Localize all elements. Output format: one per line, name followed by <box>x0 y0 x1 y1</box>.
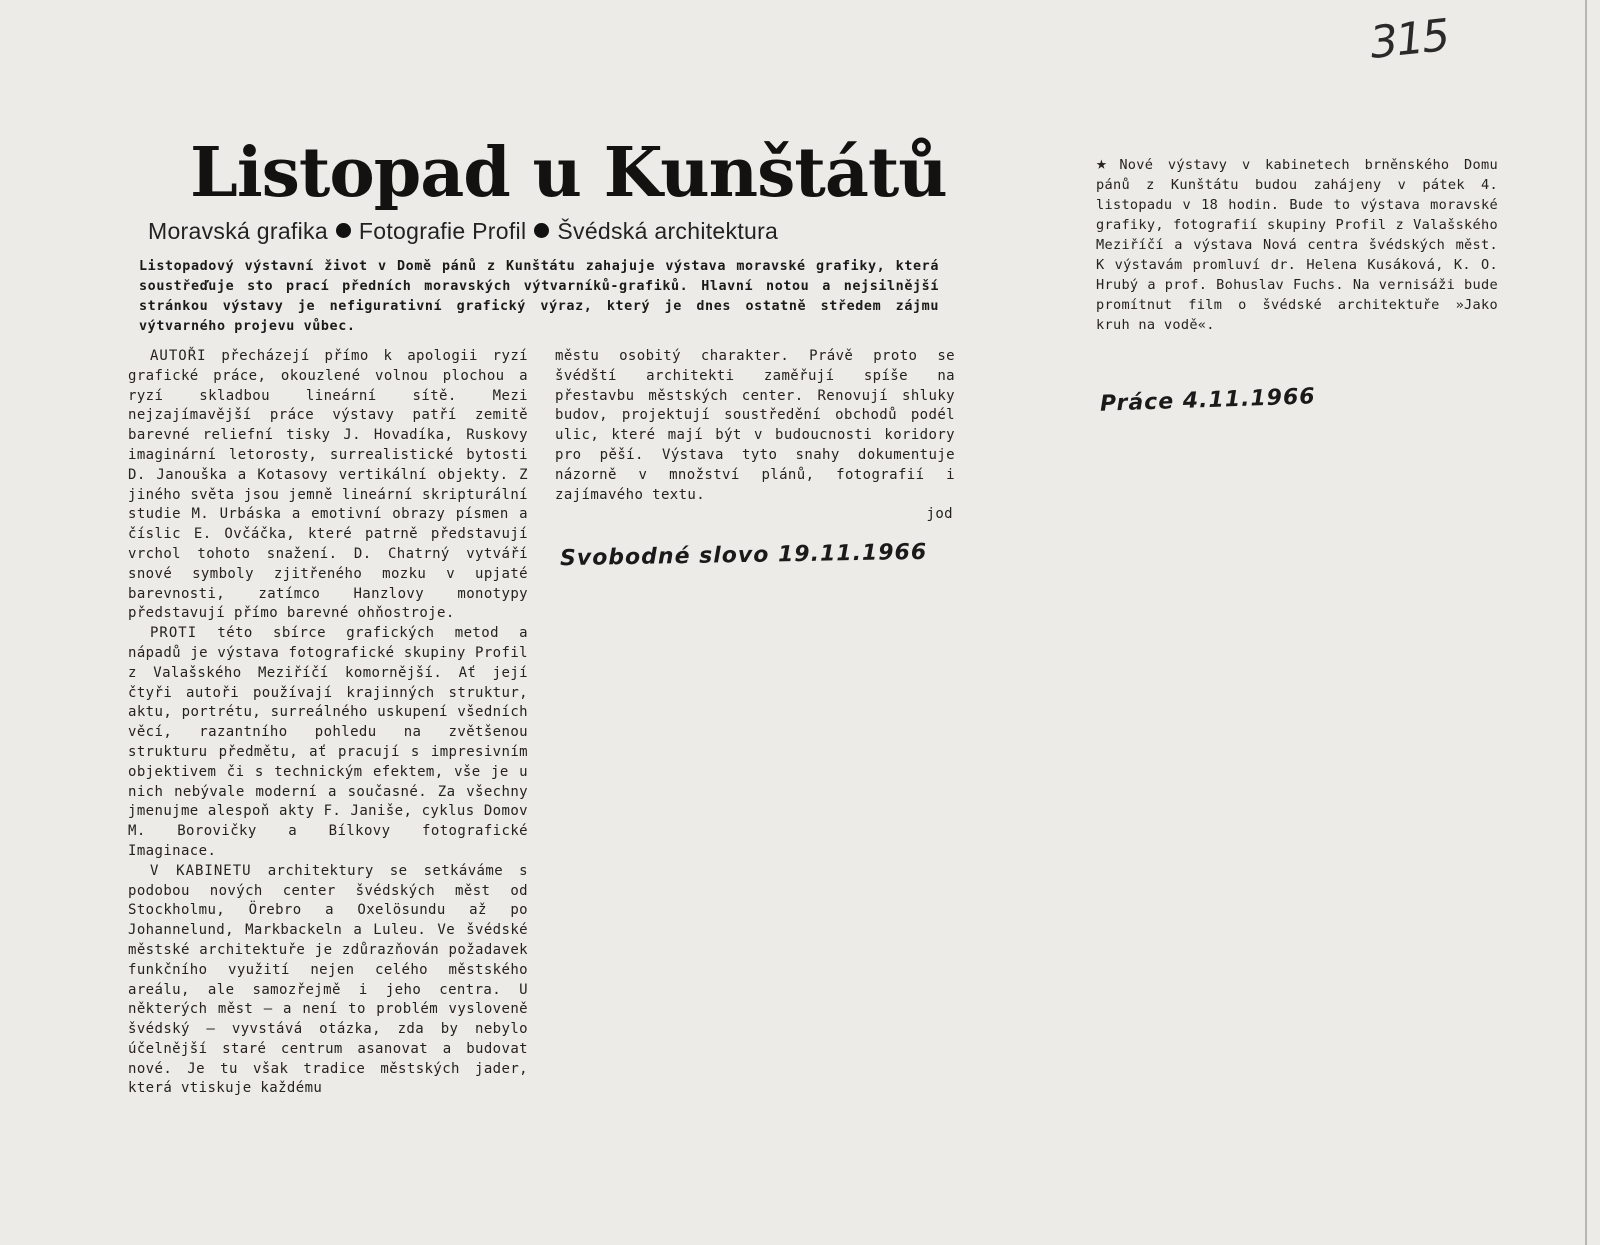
article-headline: Listopad u Kunštátů <box>190 133 947 213</box>
paragraph-text: přecházejí přímo k apologii ryzí grafické práce, okouzlené volnou plochou a ryzí skladbou lineární sítě. Mezi nejzajímavější práce výstavy patří zemitě barevné reliefní tisky J. Hovadíka, Ruskovy imaginární letorosty, surrealistické bytosti D. Janouška a Kotasovy vertikální objekty. Z jiného světa jsou jemně lineární skripturální studie M. Urbáska a emotivní obrazy písmen a číslic E. Ovčáčka, které patrně představují vrchol tohoto snažení. D. Chatrný vytváří snové symboly zjitřeného mozku v upjaté barevnosti, zatímco Hanzlovy monotypy představují přímo barevné ohňostroje. <box>128 348 528 622</box>
subheadline-part: Moravská grafika <box>148 218 328 244</box>
article-paragraph <box>128 862 528 1100</box>
article-column-right <box>555 347 955 525</box>
bullet-icon <box>534 223 549 238</box>
paragraph-lead-word: AUTOŘI <box>150 348 207 364</box>
paragraph-text: architektury se setkáváme s podobou nových center švédských měst od Stockholmu, Örebro a Oxelösundu až po Johannelund, Markbackeln a Luleu. Ve švédské městské architektuře je zdůrazňován požadavek funkčního využití nejen celého městského areálu, ale samozřejmě i jeho centra. U některých měst — a není to problém vysloveně švédský — vyvstává otázka, zda by nebylo účelnější staré centrum asanovat a budovat nové. Je tu však tradice městských jader, která vtiskuje každému <box>128 862 528 1097</box>
star-icon: ★ <box>1096 153 1114 174</box>
handwritten-source-note: Svobodné slovo 19.11.1966 <box>559 539 928 572</box>
paragraph-text: této sbírce grafických metod a nápadů je výstava fotografické skupiny Profil z Valašského Meziříčí komornější. Ať její čtyři autoři používají krajinných struktur, aktu, portrétu, surreálného uskupení všedních věcí, razantního pohledu na zvětšenou strukturu předmětu, ať pracují s impresivním objektivem či s technickým efektem, vše je u nich nebývale moderní a současné. Za všechny jmenujme alespoň akty F. Janiše, cyklus Domov M. Borovičky a Bílkovy fotografické Imaginace. <box>128 625 528 859</box>
brief-text: Nové výstavy v kabinetech brněnského Domu pánů z Kunštátu budou zahájeny v pátek 4. listopadu v 18 hodin. Bude to výstava moravské grafiky, fotografií skupiny Profil z Valašského Meziříčí a výstava Nová centra švédských měst. K výstavám promluví dr. Helena Kusáková, K. O. Hrubý a prof. Bohuslav Fuchs. Na vernisáži bude promítnut film o švédské architektuře »Jako kruh na vodě«. <box>1096 157 1498 333</box>
paragraph-lead-word: V KABINETU <box>150 862 252 879</box>
article-clipping <box>120 135 970 1215</box>
article-paragraph: městu osobitý charakter. Právě proto se švédští architekti zaměřují spíše na přestavbu městských center. Renovují shluky budov, projektují soustředění obchodů podél ulic, které mají být v budoucnosti koridory pro pěší. Výstava tyto snahy dokumentuje názorně v množství plánů, fotografií i zajímavého textu. <box>555 348 955 503</box>
scan-edge <box>1585 0 1587 1245</box>
article-subheadline <box>148 218 968 245</box>
page-number: 315 <box>1367 10 1451 69</box>
subheadline-part: Švédská architektura <box>557 218 779 244</box>
article-column-left <box>128 347 528 1099</box>
article-paragraph <box>128 624 528 862</box>
article-paragraph <box>128 347 528 624</box>
brief-clipping <box>1096 154 1498 335</box>
handwritten-source-note: Práce 4.11.1966 <box>1099 384 1317 417</box>
bullet-icon <box>336 223 351 238</box>
subheadline-part: Fotografie Profil <box>358 218 527 244</box>
article-author: jod <box>926 506 953 523</box>
article-lead: Listopadový výstavní život v Domě pánů z Kunštátu zahajuje výstava moravské grafiky, která soustřeďuje sto prací předních moravských výtvarníků-grafiků. Hlavní notou a nejsilnější stránkou výstavy je nefigurativní grafický výraz, který je dnes ostatně středem zájmu výtvarného projevu vůbec. <box>139 259 939 334</box>
paragraph-lead-word: PROTI <box>150 625 198 642</box>
